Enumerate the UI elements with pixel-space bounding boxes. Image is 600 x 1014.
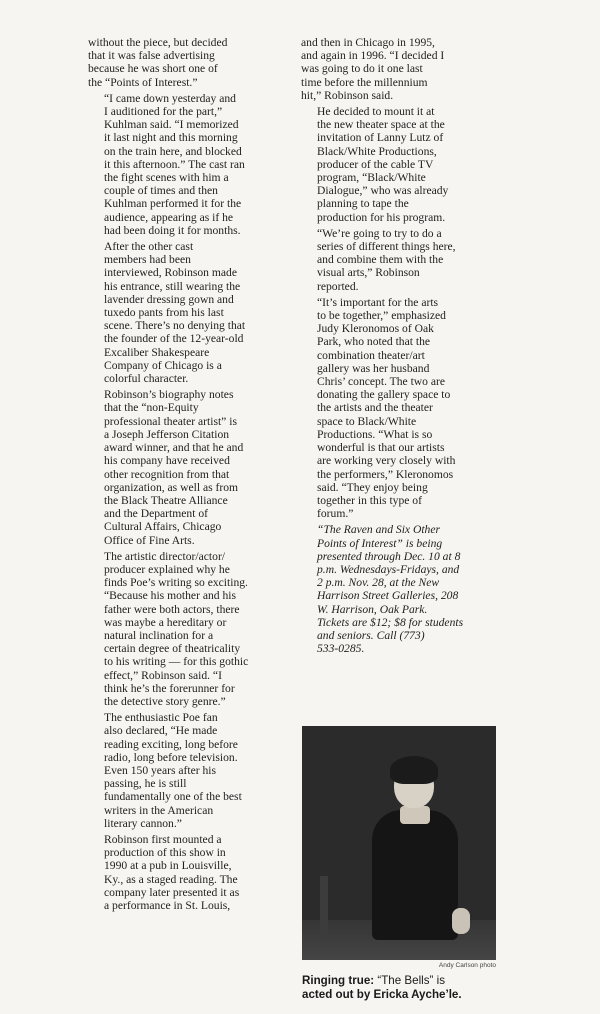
article-line: Kuhlman said. “I memorized: [104, 118, 239, 132]
article-line: to be together,” emphasized: [317, 309, 446, 323]
article-line: Black/White Productions,: [317, 144, 437, 158]
article-line: think he’s the forerunner for: [104, 681, 235, 695]
article-line: W. Harrison, Oak Park.: [317, 602, 428, 616]
article-line: Dialogue,” who was already: [317, 184, 449, 198]
article-line: Productions. “What is so: [317, 427, 433, 441]
caption-line1-rest: “The Bells” is: [374, 974, 446, 987]
article-line: passing, he is still: [104, 777, 187, 791]
article-line: the “Points of Interest.”: [88, 75, 198, 89]
article-line: “Because his mother and his: [104, 589, 237, 603]
article-line: a Joseph Jefferson Citation: [104, 427, 230, 441]
article-line: “We’re going to try to do a: [317, 226, 442, 240]
article-line: He decided to mount it at: [317, 105, 435, 119]
article-line: production of this show in: [104, 846, 226, 860]
article-line: it last night and this morning: [104, 131, 238, 145]
article-line: and combine them with the: [317, 253, 444, 267]
article-line: company later presented it as: [104, 885, 240, 899]
article-line: The enthusiastic Poe fan: [104, 711, 218, 725]
article-line: Company of Chicago is a: [104, 358, 222, 372]
article-line: other recognition from that: [104, 467, 230, 481]
article-line: it this afternoon.” The cast ran: [104, 157, 245, 171]
article-line: writers in the American: [104, 803, 214, 817]
article-line: radio, long before television.: [104, 750, 238, 764]
article-line: “I came down yesterday and: [104, 91, 236, 105]
article-line: forum.”: [317, 507, 354, 521]
article-line: colorful character.: [104, 372, 189, 386]
article-photo: [302, 726, 496, 960]
article-line: reading exciting, long before: [104, 737, 238, 751]
article-line: natural inclination for a: [104, 628, 214, 642]
article-paragraph: [88, 550, 284, 708]
article-line: the performers,” Kleronomos: [317, 467, 454, 481]
article-paragraph: [88, 711, 284, 830]
article-line: the founder of the 12-year-old: [104, 332, 244, 346]
article-line: tuxedo pants from his last: [104, 306, 224, 320]
article-line: “The Raven and Six Other: [317, 523, 441, 537]
article-line: professional theater artist” is: [104, 414, 237, 428]
article-line: 1990 at a pub in Louisville,: [104, 859, 232, 873]
article-line: also declared, “He made: [104, 724, 218, 738]
article-line: Ky., as a staged reading. The: [104, 872, 238, 886]
performer-figure-body: [372, 810, 458, 940]
article-line: literary cannon.”: [104, 816, 182, 830]
article-line: lavender dressing gown and: [104, 292, 234, 306]
article-paragraph: [301, 296, 497, 520]
article-column-right: [301, 36, 497, 658]
article-line: audience, appearing as if he: [104, 210, 234, 224]
article-paragraph: [88, 92, 284, 237]
article-line: the artists and the theater: [317, 401, 433, 415]
article-line: Tickets are $12; $8 for students: [317, 615, 464, 629]
article-paragraph: [88, 36, 284, 89]
article-line: and again in 1996. “I decided I: [301, 49, 445, 63]
article-line: together in this type of: [317, 493, 422, 507]
article-line: his company have received: [104, 454, 230, 468]
article-line: Harrison Street Galleries, 208: [317, 589, 459, 603]
article-line: program, “Black/White: [317, 171, 426, 185]
article-line: members had been: [104, 253, 191, 267]
article-line: without the piece, but decided: [88, 36, 228, 49]
article-paragraph: [88, 833, 284, 912]
article-line: Kuhlman performed it for the: [104, 197, 242, 211]
article-paragraph: [88, 388, 284, 546]
article-line: After the other cast: [104, 240, 194, 254]
performer-figure-hand: [452, 908, 470, 934]
article-line: 2 p.m. Nov. 28, at the New: [317, 576, 440, 590]
article-line: on the train here, and blocked: [104, 144, 242, 158]
article-line: to his writing — for this gothic: [104, 655, 249, 669]
article-line: Chris’ concept. The two are: [317, 375, 446, 389]
article-line: gallery was her husband: [317, 361, 430, 375]
article-line: planning to tape the: [317, 197, 409, 211]
article-line: said. “They enjoy being: [317, 480, 428, 494]
article-line: interviewed, Robinson made: [104, 266, 237, 280]
article-line: that the “non-Equity: [104, 401, 199, 415]
article-line: the detective story genre.”: [104, 694, 226, 708]
article-line: and seniors. Call (773): [317, 628, 425, 642]
article-line: Cultural Affairs, Chicago: [104, 520, 222, 534]
article-line: hit,” Robinson said.: [301, 88, 394, 102]
article-line: was maybe a hereditary or: [104, 615, 227, 629]
article-line: and then in Chicago in 1995,: [301, 36, 435, 49]
article-line: because he was short one of: [88, 62, 218, 76]
photo-caption: [302, 974, 502, 1002]
article-line: space to Black/White: [317, 414, 417, 428]
article-line: presented through Dec. 10 at 8: [317, 549, 461, 563]
article-line: producer explained why he: [104, 562, 230, 576]
photo-credit: Andy Carlson photo: [438, 962, 496, 969]
article-line: Excaliber Shakespeare: [104, 345, 210, 359]
article-line: reported.: [317, 279, 359, 293]
article-line: award winner, and that he and: [104, 441, 244, 455]
article-line: fundamentally one of the best: [104, 790, 242, 804]
article-line: Judy Kleronomos of Oak: [317, 322, 434, 336]
article-line: was going to do it one last: [301, 62, 423, 76]
article-line: the Black Theatre Alliance: [104, 493, 228, 507]
article-line: are working very closely with: [317, 454, 456, 468]
article-line: finds Poe’s writing so exciting.: [104, 576, 248, 590]
article-line: producer of the cable TV: [317, 157, 434, 171]
article-line: Even 150 years after his: [104, 763, 217, 777]
article-line: wonderful is that our artists: [317, 441, 445, 455]
article-line: Robinson first mounted a: [104, 832, 222, 846]
caption-lead: Ringing true:: [302, 974, 375, 987]
article-line: certain degree of theatricality: [104, 642, 241, 656]
article-line: scene. There’s no denying that: [104, 319, 246, 333]
article-line: Office of Fine Arts.: [104, 533, 195, 547]
article-line: that it was false advertising: [88, 49, 215, 63]
article-line: p.m. Wednesdays-Fridays, and: [317, 562, 460, 576]
article-line: series of different things here,: [317, 240, 456, 254]
article-line: The artistic director/actor/: [104, 549, 226, 563]
article-line: his entrance, still wearing the: [104, 279, 241, 293]
article-line: time before the millennium: [301, 75, 428, 89]
article-line: “It’s important for the arts: [317, 295, 439, 309]
caption-line2: acted out by Ericka Ayche’le.: [302, 988, 462, 1001]
article-line: donating the gallery space to: [317, 388, 451, 402]
article-line: visual arts,” Robinson: [317, 266, 420, 280]
article-paragraph: [301, 523, 497, 655]
article-line: Robinson’s biography notes: [104, 388, 234, 402]
article-line: couple of times and then: [104, 184, 218, 198]
article-paragraph: [301, 36, 497, 102]
photo-background-detail: [320, 876, 328, 936]
article-paragraph: [301, 105, 497, 224]
performer-figure-collar: [400, 806, 430, 824]
article-line: Points of Interest” is being: [317, 536, 443, 550]
article-column-left: [88, 36, 284, 915]
article-line: Park, who noted that the: [317, 335, 431, 349]
article-line: the fight scenes with him a: [104, 171, 229, 185]
performer-figure-hair: [390, 756, 438, 784]
article-line: the new theater space at the: [317, 118, 445, 132]
article-line: effect,” Robinson said. “I: [104, 668, 222, 682]
article-line: organization, as well as from: [104, 480, 239, 494]
article-line: had been doing it for months.: [104, 223, 241, 237]
article-paragraph: [88, 240, 284, 385]
article-line: father were both actors, there: [104, 602, 240, 616]
article-line: 533-0285.: [317, 642, 365, 656]
article-line: combination theater/art: [317, 348, 425, 362]
article-line: I auditioned for the part,”: [104, 105, 223, 119]
article-line: production for his program.: [317, 210, 446, 224]
article-paragraph: [301, 227, 497, 293]
article-line: and the Department of: [104, 507, 208, 521]
article-line: invitation of Lanny Lutz of: [317, 131, 444, 145]
article-line: a performance in St. Louis,: [104, 899, 231, 912]
